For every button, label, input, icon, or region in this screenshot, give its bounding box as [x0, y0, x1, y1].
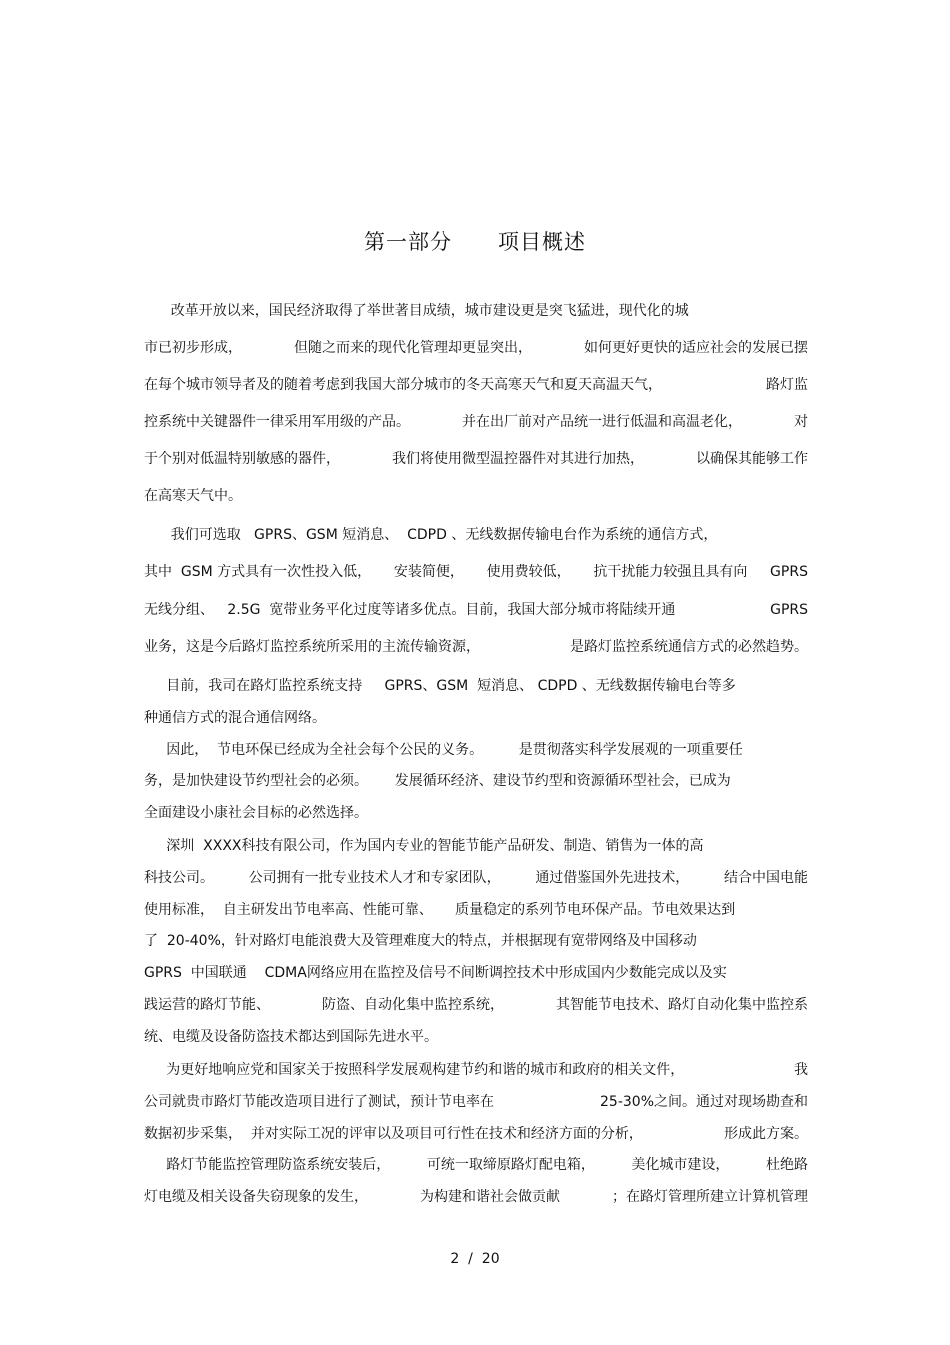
- text-segment: GPRS: [770, 602, 808, 618]
- text-segment: GPRS: [770, 564, 808, 580]
- text-line: [144, 449, 808, 469]
- text-line: [144, 836, 808, 856]
- text-segment: 无线分组、 2.5G 宽带业务平化过度等诸多优点。目前，我国大部分城市将陆续开通: [144, 602, 676, 618]
- page-number: 2 / 20: [450, 1251, 500, 1267]
- text-segment: 抗干扰能力较强且具有向: [593, 564, 748, 580]
- text-segment: 其中 GSM 方式具有一次性投入低，: [144, 564, 372, 580]
- text-line: [144, 1155, 808, 1175]
- text-line: [144, 1060, 808, 1080]
- text-line: [144, 525, 808, 545]
- text-segment: 因此， 节电环保已经成为全社会每个公民的义务。 是贯彻落实科学发展观的一项重要任: [144, 742, 743, 758]
- text-line: [144, 562, 808, 582]
- text-segment: 市已初步形成，: [144, 340, 242, 356]
- text-line: [144, 1187, 808, 1207]
- text-segment: 于个别对低温特别敏感的器件，: [144, 451, 340, 467]
- text-segment: 数据初步采集， 并对实际工况的评审以及项目可行性在技术和经济方面的分析，: [144, 1126, 643, 1142]
- text-segment: 全面建设小康社会目标的必然选择。: [144, 805, 368, 821]
- text-segment: 通过借鉴国外先进技术，: [535, 870, 690, 886]
- text-segment: 业务，这是今后路灯监控系统所采用的主流传输资源，: [144, 639, 480, 655]
- text-segment: 以确保其能够工作: [696, 451, 808, 467]
- text-segment: 种通信方式的混合通信网络。: [144, 710, 326, 726]
- text-segment: 使用标准， 自主研发出节电率高、性能可靠、 质量稳定的系列节电环保产品。节电效果达到: [144, 902, 736, 918]
- text-line: [144, 900, 808, 920]
- text-segment: 改革开放以来，国民经济取得了举世著目成绩，城市建设更是突飞猛进，现代化的城: [144, 303, 689, 319]
- text-segment: 并在出厂前对产品统一进行低温和高温老化，: [462, 414, 742, 430]
- text-segment: 务，是加快建设节约型社会的必须。 发展循环经济、建设节约型和资源循环型社会，已成为: [144, 773, 731, 789]
- text-segment: 使用费较低，: [486, 564, 571, 580]
- text-segment: 我们可选取 GPRS、GSM 短消息、 CDPD 、无线数据传输电台作为系统的通信方式，: [144, 527, 718, 543]
- text-segment: 路灯节能监控管理防盗系统安装后，: [144, 1157, 391, 1173]
- text-segment: 结合中国电能: [723, 870, 808, 886]
- text-line: [144, 637, 808, 657]
- text-segment: 统、电缆及设备防盗技术都达到国际先进水平。: [144, 1029, 438, 1045]
- text-segment: 美化城市建设，: [631, 1157, 730, 1173]
- text-segment: 安装简便，: [393, 564, 464, 580]
- text-segment: 科技公司。: [144, 870, 214, 886]
- text-line: [144, 412, 808, 432]
- text-segment: 路灯监: [766, 377, 808, 393]
- text-line: [144, 600, 808, 620]
- text-line: [144, 1092, 808, 1112]
- text-segment: 形成此方案。: [724, 1126, 808, 1142]
- text-line: [144, 868, 808, 888]
- text-segment: 其智能节电技术、路灯自动化集中监控系: [556, 997, 808, 1013]
- text-segment: 可统一取缔原路灯配电箱，: [426, 1157, 595, 1173]
- text-segment: 公司就贵市路灯节能改造项目进行了测试，预计节电率在: [144, 1094, 494, 1110]
- text-line: [144, 995, 808, 1015]
- text-segment: 防盗、自动化集中监控系统，: [322, 997, 504, 1013]
- text-segment: 深圳 XXXX科技有限公司，作为国内专业的智能节能产品研发、制造、销售为一体的高: [144, 838, 704, 854]
- text-line: [144, 676, 808, 696]
- text-segment: 是路灯监控系统通信方式的必然趋势。: [570, 639, 808, 655]
- text-segment: 如何更好更快的适应社会的发展已摆: [584, 340, 808, 356]
- text-segment: 灯电缆及相关设备失窃现象的发生，: [144, 1189, 368, 1205]
- section-title: 第一部分 项目概述: [363, 230, 587, 254]
- text-line: [144, 740, 808, 760]
- text-segment: 我们将使用微型温控器件对其进行加热，: [392, 451, 644, 467]
- text-line: [144, 338, 808, 358]
- text-segment: 但随之而来的现代化管理却更显突出，: [294, 340, 532, 356]
- text-segment: 控系统中关键器件一律采用军用级的产品。: [144, 414, 410, 430]
- text-segment: 25-30%之间。通过对现场勘查和: [600, 1094, 808, 1110]
- text-line: [144, 963, 808, 983]
- text-segment: 目前，我司在路灯监控系统支持 GPRS、GSM 短消息、 CDPD 、无线数据传输电台等多: [144, 678, 736, 694]
- text-line: [144, 931, 808, 951]
- text-line: [144, 803, 808, 823]
- text-segment: GPRS 中国联通 CDMA网络应用在监控及信号不间断调控技术中形成国内少数能完成以及实: [144, 965, 727, 981]
- text-segment: 在每个城市领导者及的随着考虑到我国大部分城市的冬天高寒天气和夏天高温天气，: [144, 377, 662, 393]
- text-segment: 我: [794, 1062, 808, 1078]
- text-segment: 杜绝路: [765, 1157, 808, 1173]
- text-line: [144, 1027, 808, 1047]
- text-segment: ；在路灯管理所建立计算机管理: [612, 1189, 808, 1205]
- text-segment: 为构建和谐社会做贡献: [420, 1189, 560, 1205]
- text-segment: 为更好地响应党和国家关于按照科学发展观构建节约和谐的城市和政府的相关文件，: [144, 1062, 685, 1078]
- text-line: [144, 301, 808, 321]
- text-line: [144, 486, 808, 506]
- text-segment: 对: [794, 414, 808, 430]
- text-segment: 了 20-40%，针对路灯电能浪费大及管理难度大的特点，并根据现有宽带网络及中国移动: [144, 933, 697, 949]
- text-segment: 践运营的路灯节能、: [144, 997, 270, 1013]
- text-line: [144, 771, 808, 791]
- text-segment: 在高寒天气中。: [144, 488, 242, 504]
- text-segment: 公司拥有一批专业技术人才和专家团队，: [248, 870, 501, 886]
- text-line: [144, 375, 808, 395]
- text-line: [144, 1124, 808, 1144]
- text-line: [144, 708, 808, 728]
